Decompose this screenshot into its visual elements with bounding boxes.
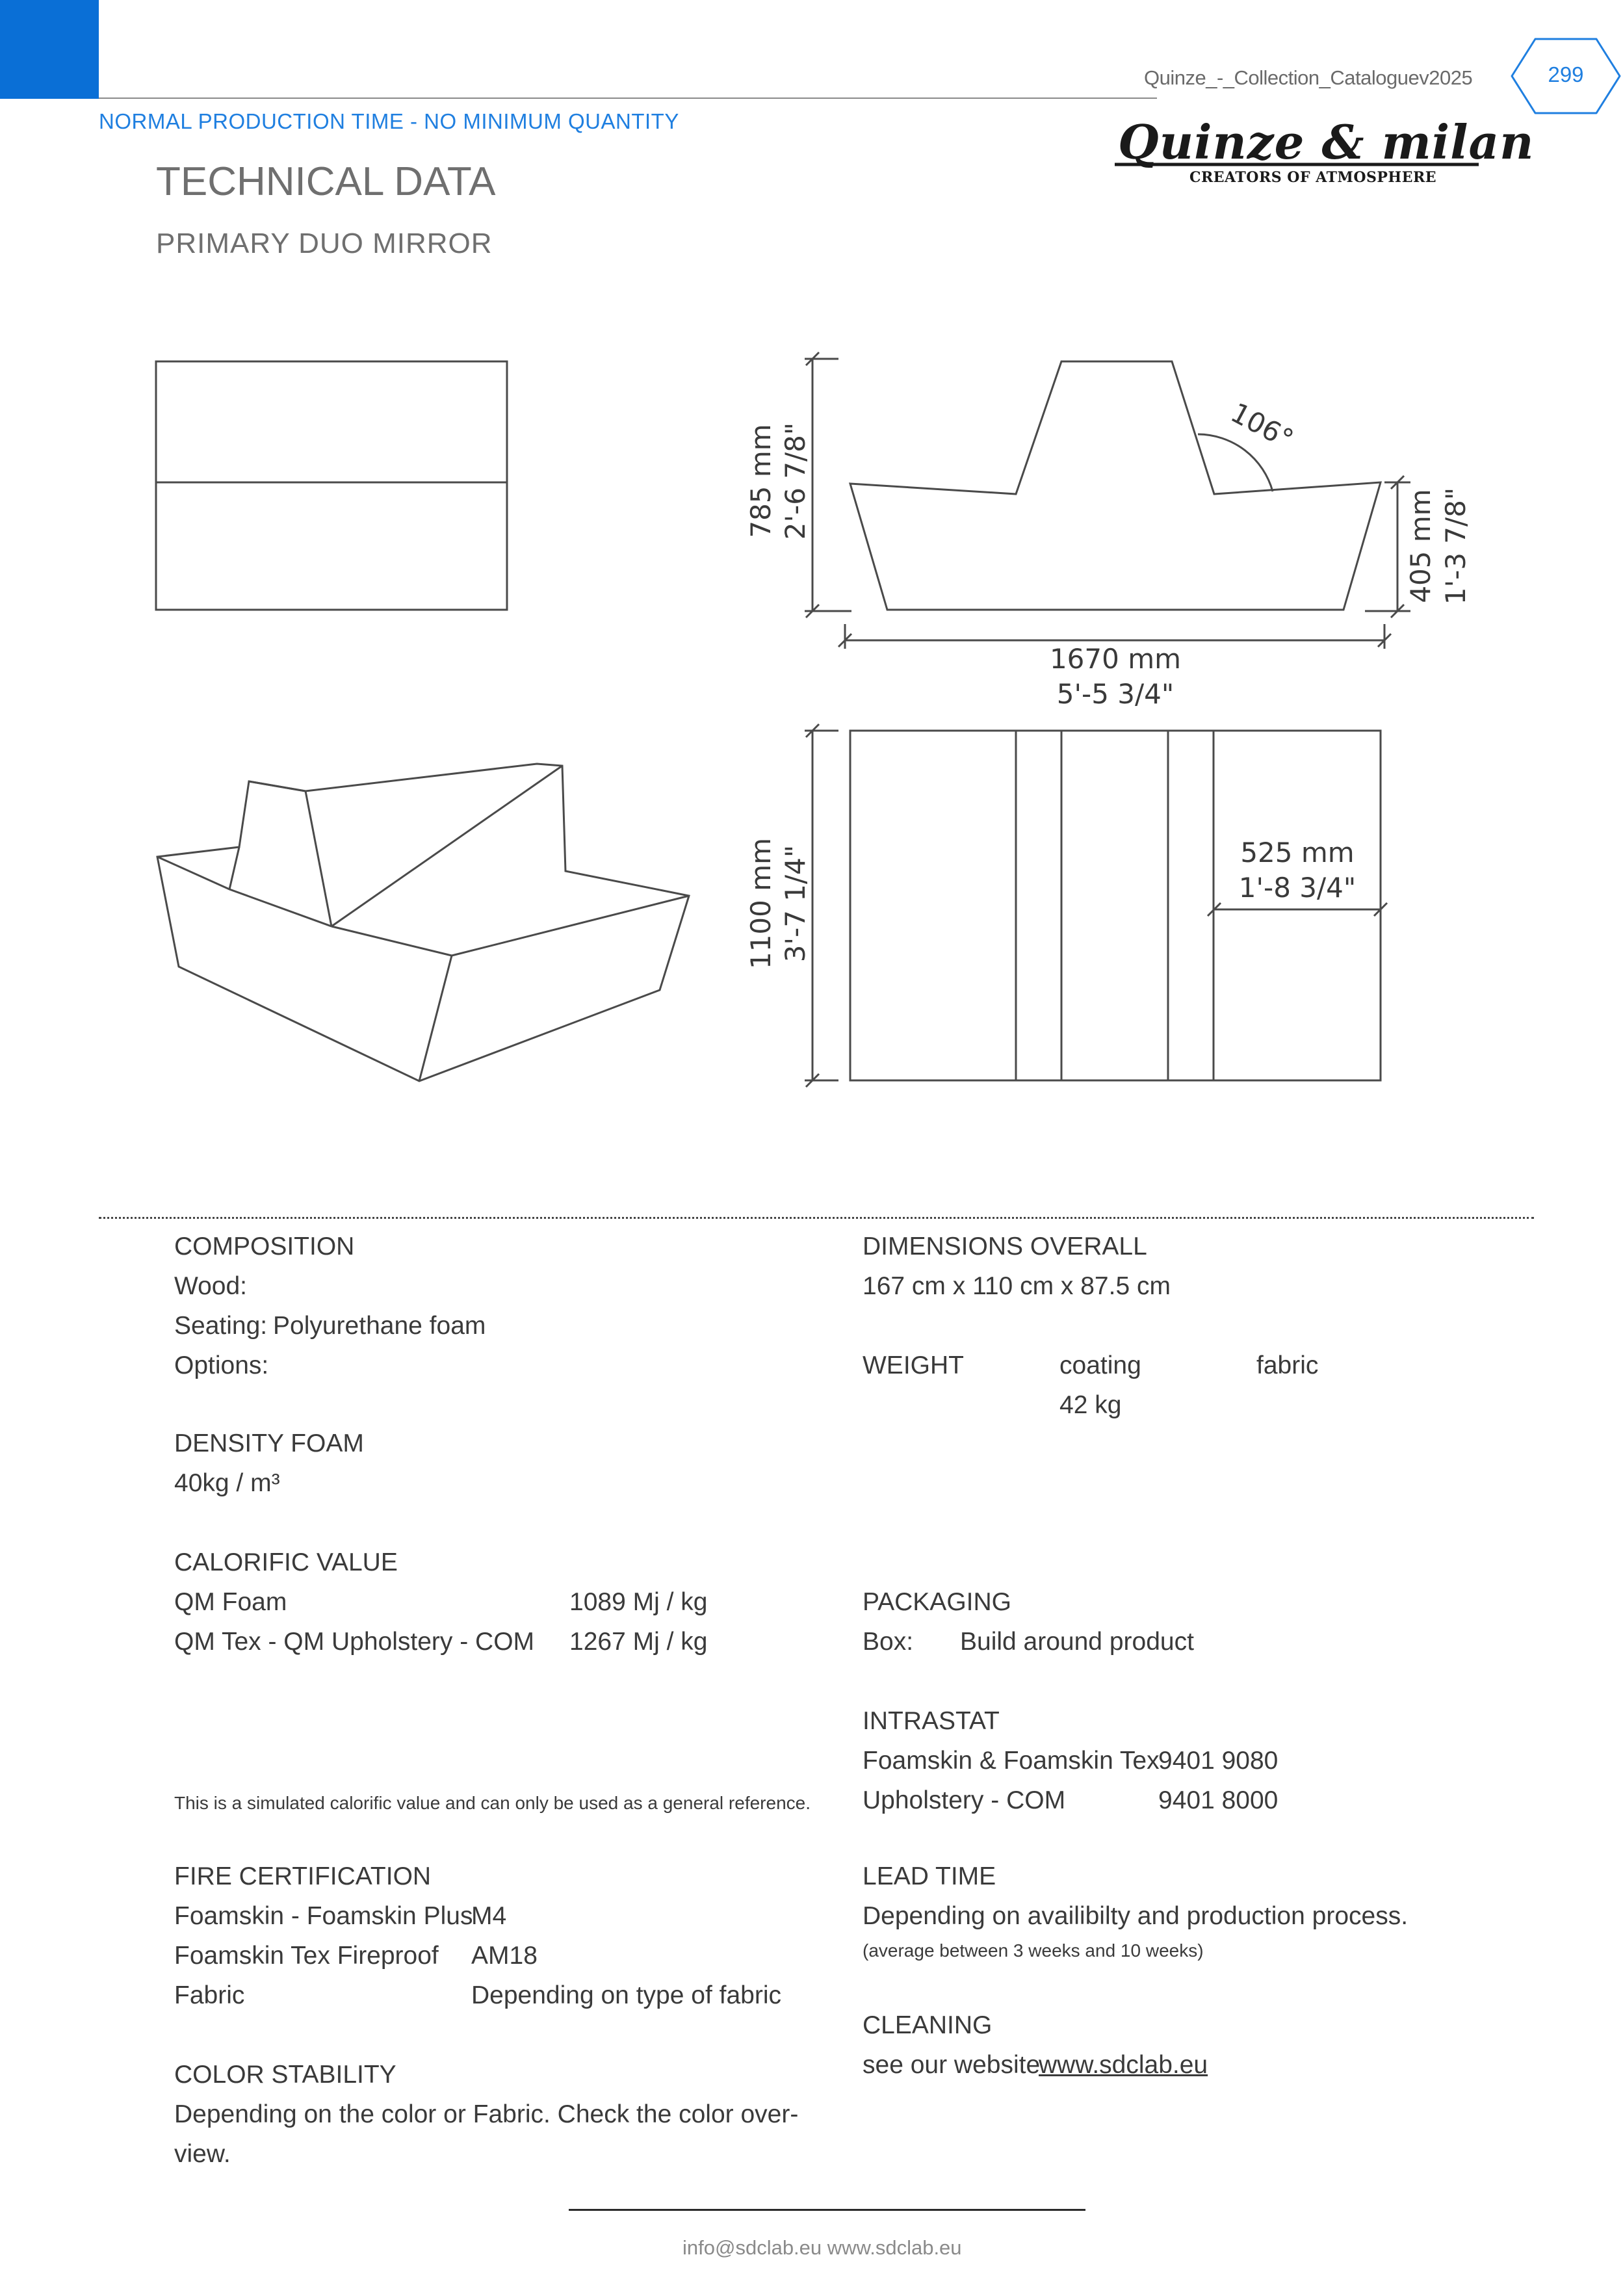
options-label: Options:: [174, 1351, 269, 1379]
page-title: TECHNICAL DATA: [156, 159, 496, 204]
fire-row-label: Foamskin - Foamskin Plus: [174, 1902, 473, 1930]
weight-fabric-label: fabric: [1256, 1351, 1319, 1379]
weight-coating-label: coating: [1059, 1351, 1141, 1379]
composition-title: COMPOSITION: [174, 1233, 355, 1260]
fire-row-value: AM18: [471, 1942, 538, 1970]
product-name: PRIMARY DUO MIRROR: [156, 228, 493, 259]
lead-time-note: (average between 3 weeks and 10 weeks): [863, 1940, 1204, 1961]
fire-row-value: M4: [471, 1902, 507, 1930]
plan-view-outline: [850, 731, 1381, 1080]
intrastat-row-value: 9401 9080: [1158, 1747, 1279, 1775]
footer-rule: [569, 2209, 1085, 2211]
color-stability-text-cont: view.: [174, 2140, 231, 2168]
calorific-row-label: QM Tex - QM Upholstery - COM: [174, 1628, 535, 1656]
production-note: NORMAL PRODUCTION TIME - NO MINIMUM QUANTITY: [99, 109, 679, 133]
angle-label: 106°: [1225, 396, 1299, 456]
density-value: 40kg / m³: [174, 1469, 280, 1497]
depth-mm-label: 1100 mm: [745, 837, 777, 970]
width-mm-label: 1670 mm: [1049, 643, 1182, 675]
packaging-value: Build around product: [960, 1628, 1194, 1656]
wood-label: Wood:: [174, 1272, 248, 1300]
calorific-note: This is a simulated calorific value and can only be used as a general reference.: [174, 1793, 811, 1813]
brand-tagline: CREATORS OF ATMOSPHERE: [1189, 169, 1437, 186]
website-link[interactable]: www.sdclab.eu: [1039, 2051, 1208, 2079]
dimensions-title: DIMENSIONS OVERALL: [863, 1233, 1147, 1260]
seat-depth-mm-label: 525 mm: [1240, 837, 1355, 868]
depth-in-label: 3'-7 1/4": [779, 844, 811, 963]
brand-logo: Quinze & milan: [1118, 114, 1535, 170]
footer-contact[interactable]: info@sdclab.eu www.sdclab.eu: [682, 2236, 962, 2259]
seating-value: Polyurethane foam: [273, 1312, 486, 1340]
iso-view-outline: [157, 764, 689, 1081]
weight-coating-value: 42 kg: [1059, 1391, 1122, 1419]
top-view-outline: [156, 361, 507, 610]
calorific-row-value: 1267 Mj / kg: [569, 1628, 708, 1656]
lead-time-value: Depending on availibilty and production process.: [863, 1902, 1409, 1930]
document-name: Quinze_-_Collection_Cataloguev2025: [1144, 66, 1473, 89]
intrastat-title: INTRASTAT: [863, 1707, 1000, 1735]
cleaning-title: CLEANING: [863, 2011, 993, 2039]
height-in-label: 2'-6 7/8": [779, 422, 811, 540]
intrastat-row-value: 9401 8000: [1158, 1786, 1279, 1814]
calorific-row-label: QM Foam: [174, 1588, 287, 1616]
dimensions-value: 167 cm x 110 cm x 87.5 cm: [863, 1272, 1171, 1300]
density-title: DENSITY FOAM: [174, 1429, 364, 1457]
packaging-title: PACKAGING: [863, 1588, 1011, 1616]
lead-time-title: LEAD TIME: [863, 1862, 996, 1890]
cleaning-text: see our website: [863, 2051, 1041, 2079]
calorific-row-value: 1089 Mj / kg: [569, 1588, 708, 1616]
packaging-label: Box:: [863, 1628, 914, 1656]
seat-depth-in-label: 1'-8 3/4": [1238, 872, 1357, 904]
weight-title: WEIGHT: [863, 1351, 964, 1379]
fire-row-label: Foamskin Tex Fireproof: [174, 1942, 439, 1970]
page-number: 299: [1548, 62, 1584, 86]
fire-title: FIRE CERTIFICATION: [174, 1862, 432, 1890]
section-divider: [99, 1217, 1534, 1219]
width-in-label: 5'-5 3/4": [1056, 678, 1175, 710]
fire-row-value: Depending on type of fabric: [471, 1981, 781, 2009]
side-view-outline: [850, 361, 1381, 610]
seat-height-mm-label: 405 mm: [1405, 489, 1436, 603]
color-stability-title: COLOR STABILITY: [174, 2061, 396, 2089]
intrastat-row-label: Upholstery - COM: [863, 1786, 1066, 1814]
intrastat-row-label: Foamskin & Foamskin Tex: [863, 1747, 1160, 1775]
seat-height-in-label: 1'-3 7/8": [1440, 487, 1472, 605]
fire-row-label: Fabric: [174, 1981, 245, 2009]
height-mm-label: 785 mm: [745, 424, 777, 538]
calorific-title: CALORIFIC VALUE: [174, 1548, 398, 1576]
color-stability-text: Depending on the color or Fabric. Check the color over-: [174, 2100, 799, 2128]
seating-label: Seating:: [174, 1312, 268, 1340]
